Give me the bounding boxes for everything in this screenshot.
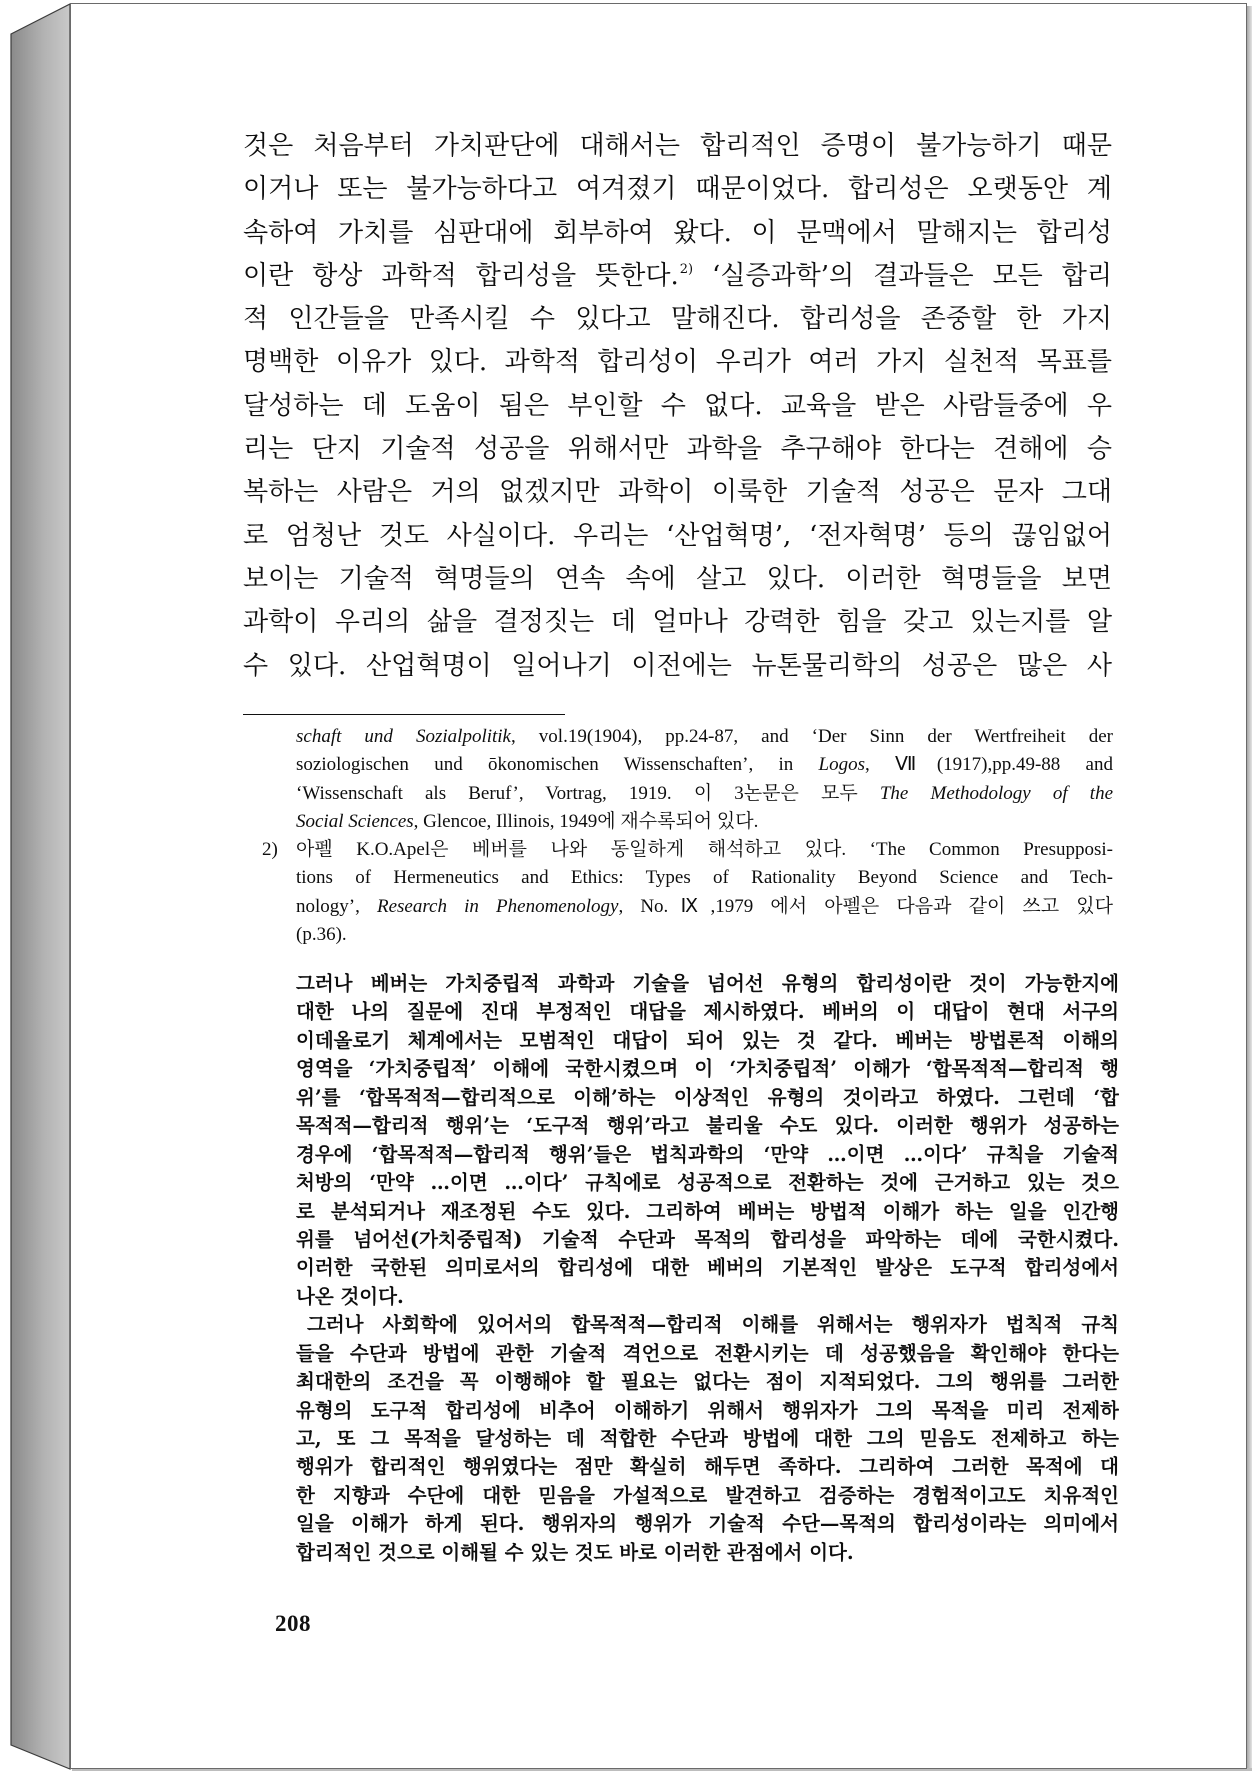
footnote-text: , Ⅶ(1917),pp.49-88 and bbox=[865, 754, 1113, 776]
footnote-line bbox=[296, 836, 1113, 864]
footnote-2 bbox=[262, 836, 1113, 949]
block-quote bbox=[296, 970, 1119, 1567]
footnote-italic-title: schaft und Sozialpolitik bbox=[296, 726, 511, 747]
footnote-line bbox=[296, 723, 1113, 751]
book-spine bbox=[11, 4, 70, 1769]
quote-line: 로 분석되거나 재조정된 수도 있다. 그리하여 베버는 방법적 이해가 하는 일을 인간행 bbox=[296, 1199, 1119, 1223]
footnote-text: tions of Hermeneutics and Ethics: Types of Rationality Beyond Science and Tech- bbox=[296, 867, 1113, 889]
quote-line: 고, 또 그 목적을 달성하는 데 적합한 수단과 방법에 대한 그의 믿음도 전제하고 하는 bbox=[296, 1427, 1119, 1450]
body-text bbox=[243, 125, 1112, 688]
body-line: 달성하는 데 도움이 됨은 부인할 수 없다. 교육을 받은 사람들중에 우 bbox=[243, 390, 1112, 421]
body-line: 수 있다. 산업혁명이 일어나기 이전에는 뉴톤물리학의 성공은 많은 사 bbox=[243, 650, 1112, 681]
quote-line: 위를 넘어선(가치중립적) 기술적 수단과 목적의 합리성을 파악하는 데에 국한시켰다. bbox=[296, 1227, 1119, 1251]
footnote-italic-title: Research in Phenomenology bbox=[377, 895, 619, 917]
body-line: 이거나 또는 불가능하다고 여겨졌기 때문이었다. 합리성은 오랫동안 계 bbox=[243, 174, 1112, 205]
footnote-text: ‘Wissenschaft als Beruf’, Vortrag, 1919. 이 3논문은 모두 bbox=[296, 782, 880, 804]
body-line bbox=[243, 255, 1112, 298]
quote-line: 한 지향과 수단에 대한 믿음을 가설적으로 발견하고 검증하는 경험적이고도 치유적인 bbox=[296, 1483, 1119, 1507]
footnote-line bbox=[296, 780, 1113, 808]
body-line-text: 이란 항상 과학적 합리성을 뜻한다. bbox=[243, 260, 679, 291]
footnote-line bbox=[296, 893, 1113, 921]
body-line: 보이는 기술적 혁명들의 연속 속에 살고 있다. 이러한 혁명들을 보면 bbox=[243, 563, 1112, 594]
footnote-text: , No.Ⅸ,1979 에서 아펠은 다음과 같이 쓰고 있다 bbox=[618, 895, 1113, 917]
quote-line: 그러나 베버는 가치중립적 과학과 기술을 넘어선 유형의 합리성이란 것이 가능한지에 bbox=[296, 972, 1119, 995]
quote-line: 이러한 국한된 의미로서의 합리성에 대한 베버의 기본적인 발상은 도구적 합리성에서 bbox=[296, 1256, 1119, 1280]
body-line: 복하는 사람은 거의 없겠지만 과학이 이룩한 기술적 성공은 문자 그대 bbox=[243, 477, 1112, 508]
footnote-marker: 2) bbox=[262, 839, 278, 861]
quote-line: 이데올로기 체계에서는 모범적인 대답이 되어 있는 것 같다. 베버는 방법론적 이해의 bbox=[296, 1028, 1119, 1052]
footnote-text: (p.36). bbox=[296, 924, 347, 946]
quote-line: 목적적—합리적 행위’는 ‘도구적 행위’라고 불리울 수도 있다. 이러한 행위가 성공하는 bbox=[296, 1114, 1119, 1138]
footnote-text: 아펠 K.O.Apel은 베버를 나와 동일하게 해석하고 있다. ‘The Common Presupposi- bbox=[296, 839, 1113, 861]
quote-line: 처방의 ‘만약 …이면 …이다’ 규칙에로 성공적으로 전환하는 것에 근거하고 있는 것으 bbox=[296, 1171, 1119, 1195]
quote-line: 경우에 ‘합목적적—합리적 행위’들은 법칙과학의 ‘만약 …이면 …이다’ 규칙을 기술적 bbox=[296, 1142, 1119, 1166]
footnote-line bbox=[296, 751, 1113, 779]
body-line: 속하여 가치를 심판대에 회부하여 왔다. 이 문맥에서 말해지는 합리성 bbox=[243, 217, 1112, 248]
body-line: 명백한 이유가 있다. 과학적 합리성이 우리가 여러 가지 실천적 목표를 bbox=[243, 347, 1112, 378]
footnote-italic-title: The Methodology of the bbox=[879, 782, 1113, 804]
page-number: 208 bbox=[275, 1611, 311, 1636]
footnotes bbox=[262, 723, 1113, 949]
quote-line: 행위가 합리적인 행위였다는 점만 확실히 해두면 족하다. 그리하여 그러한 목적에 대 bbox=[296, 1455, 1119, 1479]
footnote-reference: 2) bbox=[679, 261, 694, 277]
footnote-italic-title: Social Sciences bbox=[296, 810, 414, 832]
footnote-line bbox=[296, 921, 1113, 949]
quote-line: 위’를 ‘합목적적—합리적으로 이해’하는 이상적인 유형의 것이라고 하였다. 그런데 ‘합 bbox=[296, 1085, 1119, 1109]
quote-line: 대한 나의 질문에 진대 부정적인 대답을 제시하였다. 베버의 이 대답이 현대 서구의 bbox=[296, 1000, 1119, 1024]
footnote-line bbox=[296, 808, 1113, 836]
body-line: 로 엄청난 것도 사실이다. 우리는 ‘산업혁명’, ‘전자혁명’ 등의 끊임없어 bbox=[243, 520, 1112, 551]
footnote-1-continued bbox=[262, 723, 1113, 836]
body-line: 적 인간들을 만족시킬 수 있다고 말해진다. 합리성을 존중할 한 가지 bbox=[243, 304, 1112, 335]
footnote-italic-title: Logos bbox=[818, 754, 866, 776]
footnote-line bbox=[296, 864, 1113, 892]
quote-line: 일을 이해가 하게 된다. 행위자의 행위가 기술적 수단—목적의 합리성이라는 의미에서 bbox=[296, 1512, 1119, 1536]
quote-line: 나온 것이다. bbox=[296, 1284, 404, 1308]
quote-line: 합리적인 것으로 이해될 수 있는 것도 바로 이러한 관점에서 이다. bbox=[296, 1540, 854, 1564]
body-line: 것은 처음부터 가치판단에 대해서는 합리적인 증명이 불가능하기 때문 bbox=[243, 131, 1112, 161]
footnote-text: nology’, bbox=[296, 895, 377, 917]
quote-line: 최대한의 조건을 꼭 이행해야 할 필요는 없다는 점이 지적되었다. 그의 행위를 그러한 bbox=[296, 1370, 1119, 1394]
quote-line: 유형의 도구적 합리성에 비추어 이해하기 위해서 행위자가 그의 목적을 미리 전제하 bbox=[296, 1398, 1119, 1422]
footnote-text: , vol.19(1904), pp.24-87, and ‘Der Sinn der Wertfreiheit der bbox=[511, 726, 1113, 747]
footnote-text: , Glencoe, Illinois, 1949에 재수록되어 있다. bbox=[413, 810, 759, 832]
quote-line: 영역을 ‘가치중립적’ 이해에 국한시켰으며 이 ‘가치중립적’ 이해가 ‘합목적적—합리적 행 bbox=[296, 1057, 1119, 1081]
body-line: 과학이 우리의 삶을 결정짓는 데 얼마나 강력한 힘을 갖고 있는지를 알 bbox=[243, 607, 1112, 638]
footnote-text: soziologischen und ōkonomischen Wissenschaften’, in bbox=[296, 754, 819, 776]
body-line: 리는 단지 기술적 성공을 위해서만 과학을 추구해야 한다는 견해에 승 bbox=[243, 434, 1112, 465]
quote-line: 그러나 사회학에 있어서의 합목적적—합리적 이해를 위해서는 행위자가 법칙적 규칙 bbox=[307, 1313, 1119, 1337]
quote-line: 들을 수단과 방법에 관한 기술적 격언으로 전환시키는 데 성공했음을 확인해야 한다는 bbox=[296, 1341, 1119, 1365]
footnote-rule bbox=[243, 714, 565, 715]
body-line-text: ‘실증과학’의 결과들은 모든 합리 bbox=[693, 260, 1112, 291]
